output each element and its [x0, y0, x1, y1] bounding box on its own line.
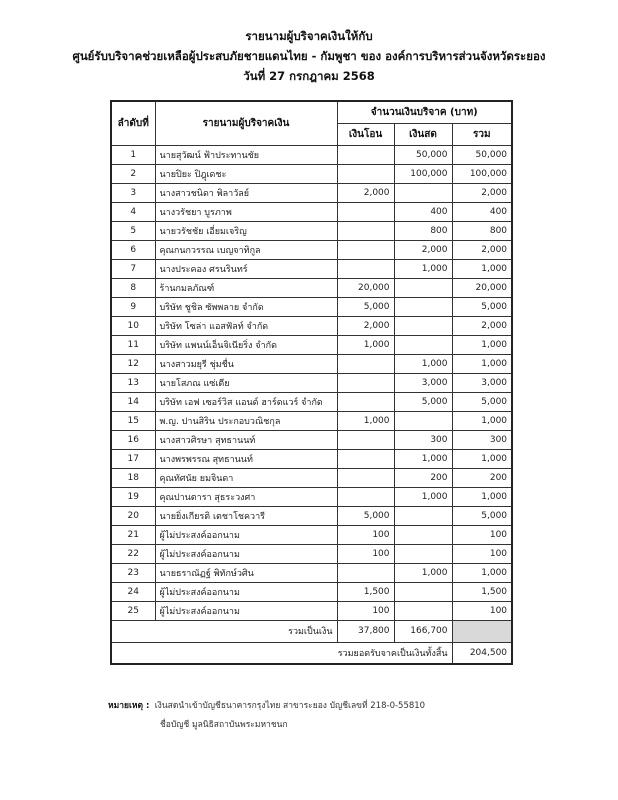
total-amount: 1,000 — [452, 487, 512, 506]
row-number: 15 — [111, 411, 155, 430]
transfer-amount: 1,000 — [337, 335, 394, 354]
donor-name: ร้านกมลภัณฑ์ — [155, 278, 337, 297]
transfer-amount: 100 — [337, 601, 394, 620]
row-number: 14 — [111, 392, 155, 411]
total-amount: 20,000 — [452, 278, 512, 297]
table-row — [111, 487, 512, 506]
cash-amount: 1,000 — [394, 563, 452, 582]
cash-amount: 1,000 — [394, 487, 452, 506]
row-number: 1 — [111, 145, 155, 164]
transfer-amount: 2,000 — [337, 183, 394, 202]
row-number: 19 — [111, 487, 155, 506]
table-row — [111, 449, 512, 468]
note-account-name: ชื่อบัญชี มูลนิธิสถาบันพระมหาชนก — [160, 720, 288, 730]
row-number: 2 — [111, 164, 155, 183]
subtotal-cash: 166,700 — [394, 620, 452, 642]
table-row — [111, 544, 512, 563]
row-number: 11 — [111, 335, 155, 354]
header-donor-name: รายนามผู้บริจาคเงิน — [155, 101, 337, 145]
cash-amount: 1,000 — [394, 259, 452, 278]
row-number: 21 — [111, 525, 155, 544]
transfer-amount — [337, 430, 394, 449]
header-total: รวม — [452, 123, 512, 145]
total-amount: 200 — [452, 468, 512, 487]
table-row — [111, 411, 512, 430]
cash-amount — [394, 335, 452, 354]
subtotal-transfer: 37,800 — [337, 620, 394, 642]
transfer-amount: 5,000 — [337, 506, 394, 525]
transfer-amount — [337, 164, 394, 183]
transfer-amount — [337, 563, 394, 582]
transfer-amount — [337, 468, 394, 487]
total-amount: 1,000 — [452, 411, 512, 430]
header-amount-group: จำนวนเงินบริจาค (บาท) — [337, 101, 512, 123]
table-row — [111, 259, 512, 278]
donor-name: บริษัท เอฟ เซอร์วิส แอนด์ ฮาร์ดแวร์ จำกัด — [155, 392, 337, 411]
table-row — [111, 240, 512, 259]
row-number: 5 — [111, 221, 155, 240]
row-number: 8 — [111, 278, 155, 297]
donor-name: คุณทัศนัย ยมจินดา — [155, 468, 337, 487]
cash-amount — [394, 601, 452, 620]
transfer-amount — [337, 145, 394, 164]
total-amount: 1,000 — [452, 259, 512, 278]
donor-name: บริษัท ชูชิล ซัพพลาย จำกัด — [155, 297, 337, 316]
donor-name: นายโสภณ แซ่เตีย — [155, 373, 337, 392]
donor-name: นายธราณัฏฐ์ พิทักษ์วศิน — [155, 563, 337, 582]
transfer-amount — [337, 487, 394, 506]
table-row — [111, 145, 512, 164]
total-amount: 1,000 — [452, 563, 512, 582]
donor-name: นางวรัชยา บูรภาพ — [155, 202, 337, 221]
total-amount: 800 — [452, 221, 512, 240]
cash-amount — [394, 297, 452, 316]
total-amount: 2,000 — [452, 183, 512, 202]
table-row — [111, 430, 512, 449]
header-number: ลำดับที่ — [111, 101, 155, 145]
document-date: วันที่ 27 กรกฎาคม 2568 — [243, 69, 375, 83]
total-amount: 100 — [452, 544, 512, 563]
table-row — [111, 373, 512, 392]
cash-amount — [394, 183, 452, 202]
note — [108, 698, 425, 712]
table-row — [111, 183, 512, 202]
row-number: 3 — [111, 183, 155, 202]
table-row — [111, 164, 512, 183]
document-subtitle: ศูนย์รับบริจาคช่วยเหลือผู้ประสบภัยชายแดนไทย - กัมพูชา ของ องค์การบริหารส่วนจังหวัดระยอง — [72, 49, 546, 63]
donor-name: คุณปานตารา สุธระวงศา — [155, 487, 337, 506]
table-row — [111, 506, 512, 525]
donor-name: ผู้ไม่ประสงค์ออกนาม — [155, 525, 337, 544]
row-number: 23 — [111, 563, 155, 582]
transfer-amount: 1,500 — [337, 582, 394, 601]
donor-name: นายยิ่งเกียรติ เตชาโชควารี — [155, 506, 337, 525]
total-amount: 5,000 — [452, 506, 512, 525]
donor-name: นายสุวัฒน์ ฟ้าประทานชัย — [155, 145, 337, 164]
total-amount: 2,000 — [452, 316, 512, 335]
table-row — [111, 582, 512, 601]
total-amount: 5,000 — [452, 297, 512, 316]
row-number: 25 — [111, 601, 155, 620]
total-amount: 100,000 — [452, 164, 512, 183]
cash-amount: 800 — [394, 221, 452, 240]
transfer-amount: 100 — [337, 544, 394, 563]
row-number: 7 — [111, 259, 155, 278]
donor-name: นางพรพรรณ สุทธานนท์ — [155, 449, 337, 468]
donor-name: นางสาวศิรษา สุทธานนท์ — [155, 430, 337, 449]
transfer-amount — [337, 392, 394, 411]
transfer-amount: 5,000 — [337, 297, 394, 316]
transfer-amount — [337, 373, 394, 392]
cash-amount: 100,000 — [394, 164, 452, 183]
document-title: รายนามผู้บริจาคเงินให้กับ — [245, 29, 373, 43]
transfer-amount: 1,000 — [337, 411, 394, 430]
grand-total-row — [111, 642, 512, 664]
donor-name: นางประคอง ศรนรินทร์ — [155, 259, 337, 278]
transfer-amount: 100 — [337, 525, 394, 544]
total-amount: 400 — [452, 202, 512, 221]
cash-amount: 1,000 — [394, 449, 452, 468]
total-amount: 100 — [452, 525, 512, 544]
cash-amount: 400 — [394, 202, 452, 221]
header-cash: เงินสด — [394, 123, 452, 145]
table-row — [111, 297, 512, 316]
cash-amount: 1,000 — [394, 354, 452, 373]
cash-amount: 2,000 — [394, 240, 452, 259]
row-number: 12 — [111, 354, 155, 373]
transfer-amount — [337, 202, 394, 221]
subtotal-row — [111, 620, 512, 642]
total-amount: 1,000 — [452, 354, 512, 373]
grand-total-value: 204,500 — [452, 642, 512, 664]
table-row — [111, 563, 512, 582]
cash-amount: 5,000 — [394, 392, 452, 411]
donor-name: นางสาวชนิดา พิลาวัลย์ — [155, 183, 337, 202]
donor-name: นายวรัชชัย เอี่ยมเจริญ — [155, 221, 337, 240]
grand-total-label: รวมยอดรับจาคเป็นเงินทั้งสิ้น — [111, 642, 452, 664]
donor-name: บริษัท โซล่า แอสฟัลท์ จำกัด — [155, 316, 337, 335]
cash-amount — [394, 582, 452, 601]
total-amount: 100 — [452, 601, 512, 620]
total-amount: 50,000 — [452, 145, 512, 164]
row-number: 4 — [111, 202, 155, 221]
row-number: 24 — [111, 582, 155, 601]
donor-name: บริษัท แพนน์เอ็นจิเนียริ่ง จำกัด — [155, 335, 337, 354]
transfer-amount — [337, 221, 394, 240]
donor-name: ผู้ไม่ประสงค์ออกนาม — [155, 544, 337, 563]
transfer-amount — [337, 259, 394, 278]
total-amount: 1,000 — [452, 449, 512, 468]
cash-amount: 3,000 — [394, 373, 452, 392]
row-number: 17 — [111, 449, 155, 468]
total-amount: 300 — [452, 430, 512, 449]
table-row — [111, 221, 512, 240]
row-number: 13 — [111, 373, 155, 392]
donor-name: ผู้ไม่ประสงค์ออกนาม — [155, 601, 337, 620]
total-amount: 5,000 — [452, 392, 512, 411]
subtotal-label: รวมเป็นเงิน — [111, 620, 337, 642]
donor-name: ผู้ไม่ประสงค์ออกนาม — [155, 582, 337, 601]
row-number: 16 — [111, 430, 155, 449]
note-bank-account: เงินสดนำเข้าบัญชีธนาคารกรุงไทย สาขาระยอง บัญชีเลขที่ 218-0-55810 — [154, 701, 426, 711]
total-amount: 1,500 — [452, 582, 512, 601]
row-number: 20 — [111, 506, 155, 525]
table-row — [111, 335, 512, 354]
transfer-amount: 20,000 — [337, 278, 394, 297]
transfer-amount — [337, 449, 394, 468]
table-row — [111, 316, 512, 335]
donor-name: นางสาวมยุรี ชุ่มชื่น — [155, 354, 337, 373]
donor-table — [110, 100, 513, 665]
row-number: 10 — [111, 316, 155, 335]
transfer-amount — [337, 354, 394, 373]
table-row — [111, 392, 512, 411]
table-row — [111, 525, 512, 544]
cash-amount: 300 — [394, 430, 452, 449]
subtotal-shaded-cell — [452, 620, 512, 642]
table-row — [111, 278, 512, 297]
cash-amount — [394, 278, 452, 297]
donor-name: พ.ญ. ปานสิริน ประกอบวณิชกุล — [155, 411, 337, 430]
cash-amount — [394, 525, 452, 544]
donor-name: คุณกนกวรรณ เบญจาทิกูล — [155, 240, 337, 259]
cash-amount: 50,000 — [394, 145, 452, 164]
donor-name: นายปิยะ ปิฎุเดชะ — [155, 164, 337, 183]
row-number: 6 — [111, 240, 155, 259]
table-row — [111, 354, 512, 373]
total-amount: 2,000 — [452, 240, 512, 259]
transfer-amount — [337, 240, 394, 259]
cash-amount — [394, 411, 452, 430]
note-label: หมายเหตุ : — [108, 701, 150, 711]
row-number: 22 — [111, 544, 155, 563]
total-amount: 3,000 — [452, 373, 512, 392]
row-number: 18 — [111, 468, 155, 487]
cash-amount: 200 — [394, 468, 452, 487]
row-number: 9 — [111, 297, 155, 316]
total-amount: 1,000 — [452, 335, 512, 354]
table-row — [111, 468, 512, 487]
table-row — [111, 202, 512, 221]
cash-amount — [394, 316, 452, 335]
table-row — [111, 601, 512, 620]
transfer-amount: 2,000 — [337, 316, 394, 335]
cash-amount — [394, 506, 452, 525]
header-transfer: เงินโอน — [337, 123, 394, 145]
cash-amount — [394, 544, 452, 563]
